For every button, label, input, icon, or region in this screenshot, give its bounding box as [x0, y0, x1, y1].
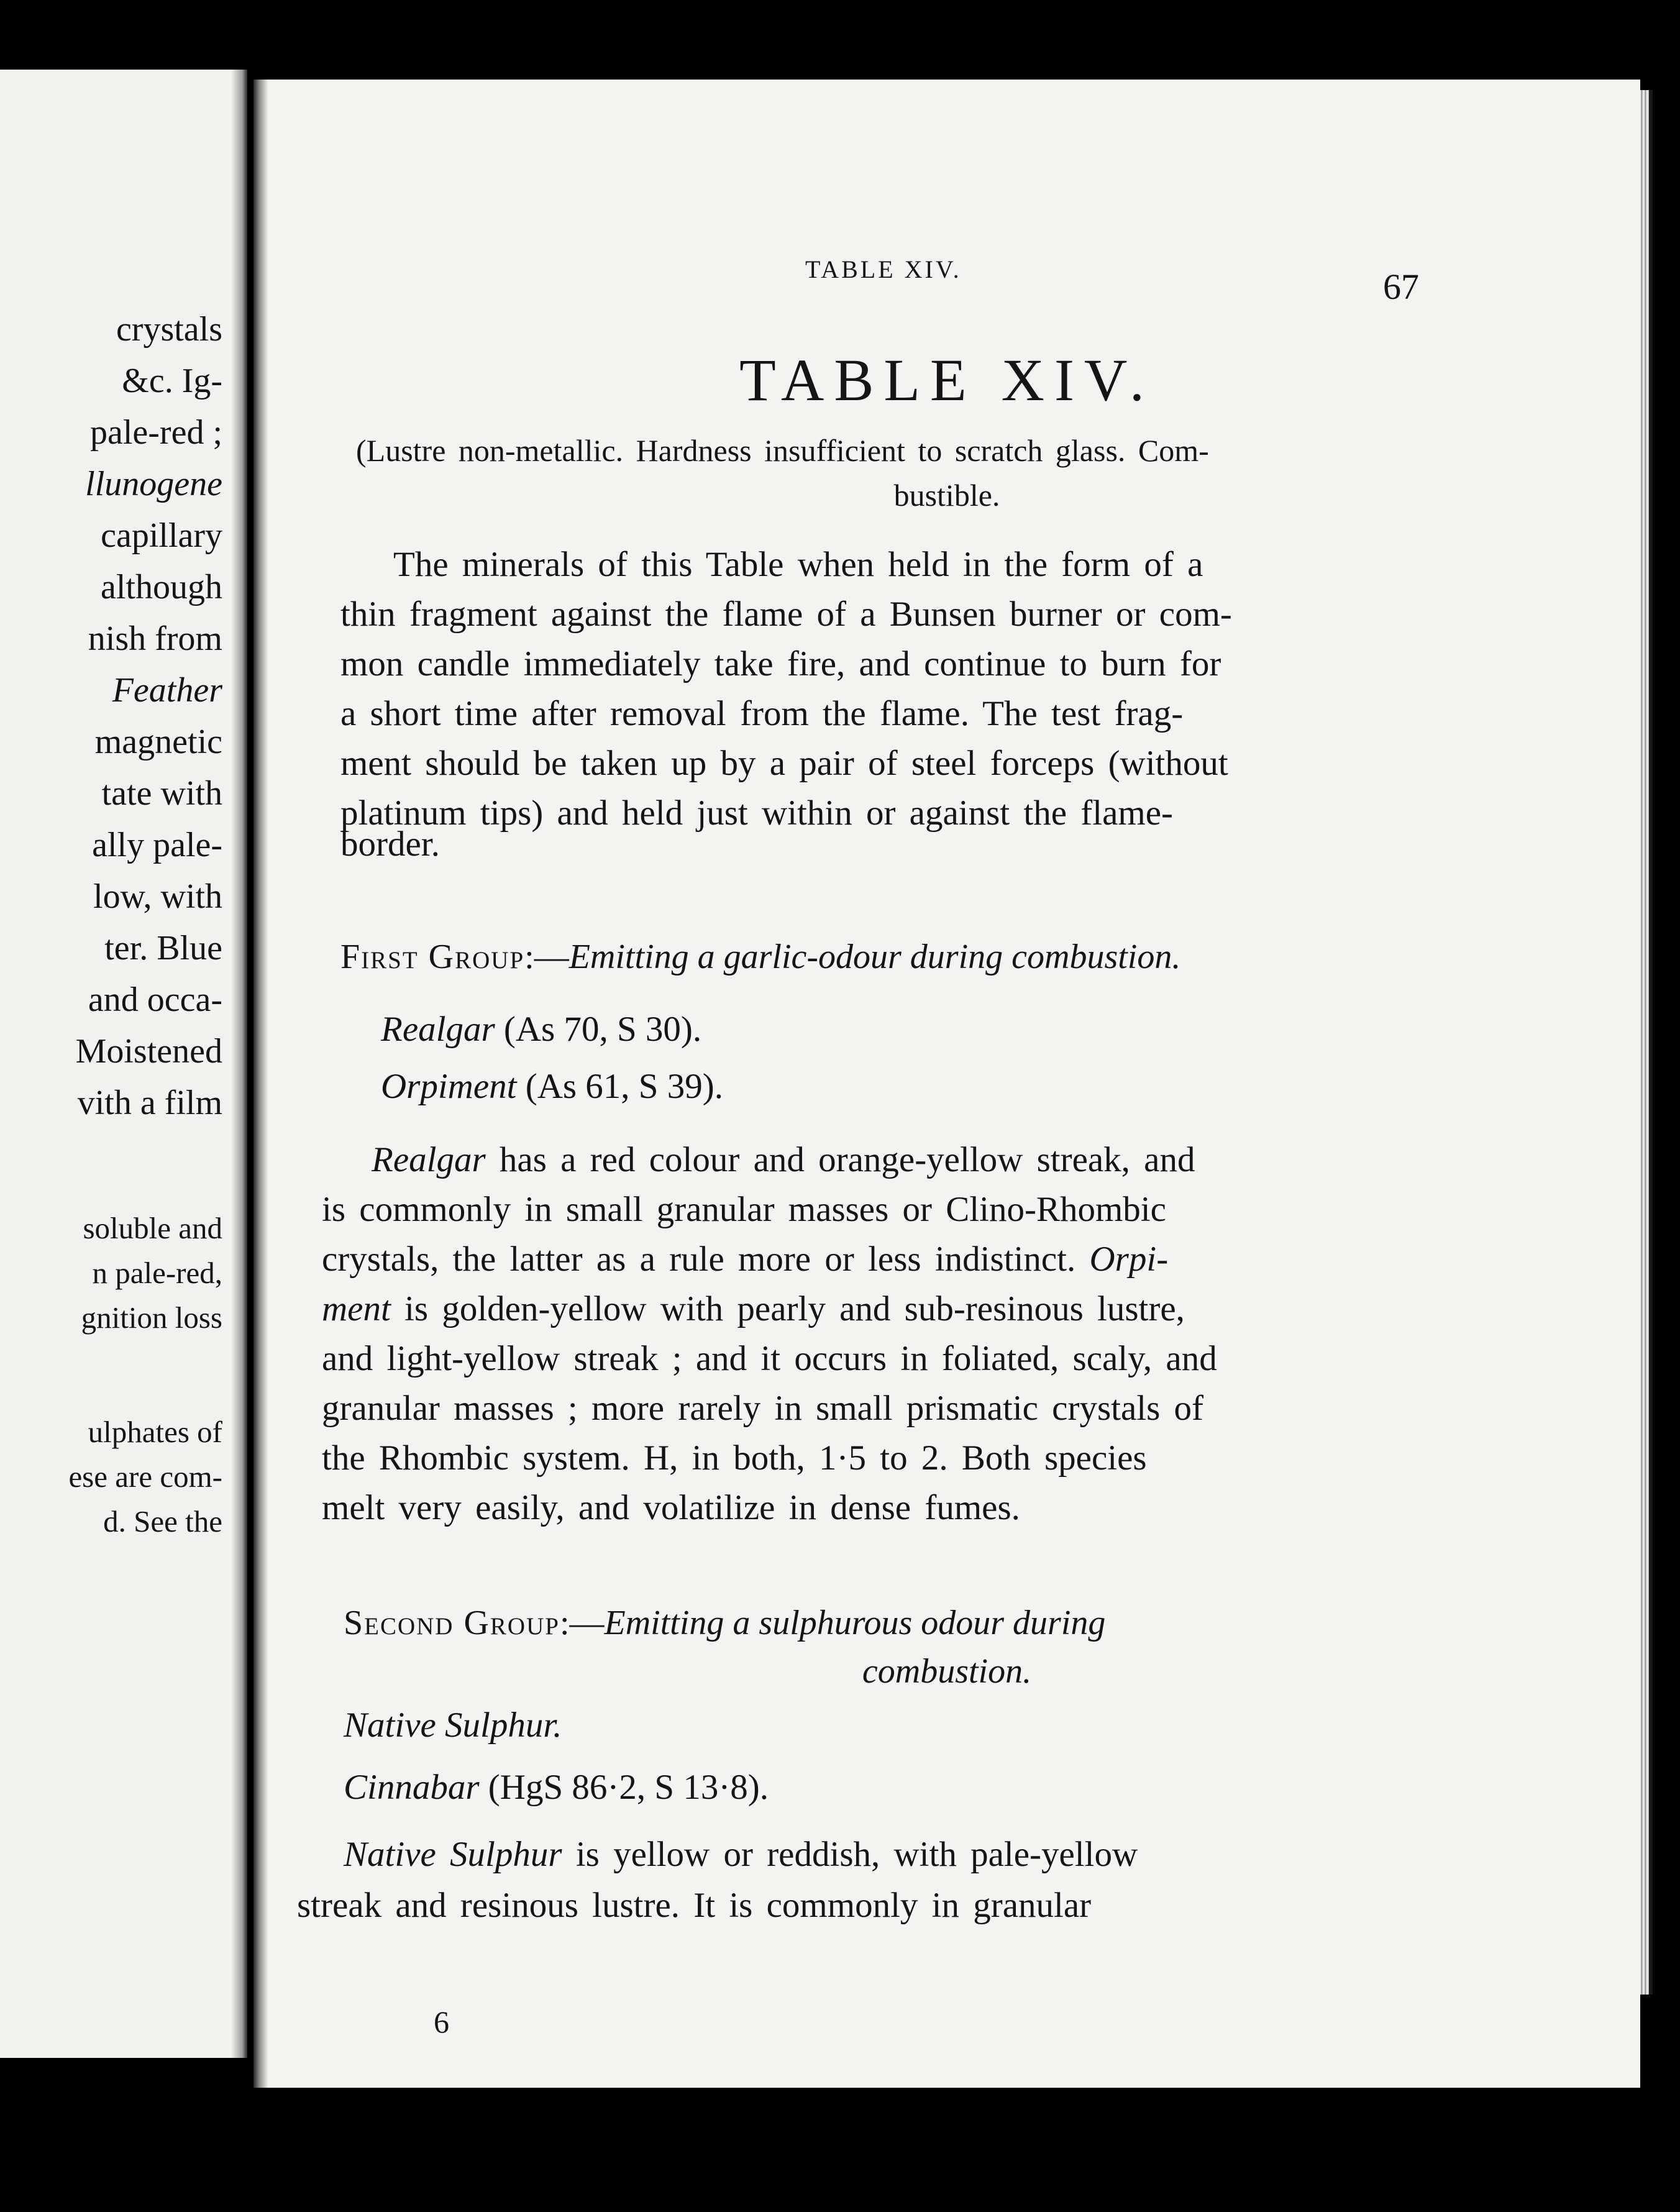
second-group-heading: [344, 1603, 1105, 1643]
facing-page-line: low, with: [93, 877, 222, 916]
species-formula: (As 61, S 39).: [525, 1067, 723, 1106]
signature-mark: 6: [434, 2004, 449, 2039]
facing-page-line: Moistened: [75, 1032, 222, 1071]
species-name: Orpi-: [1089, 1240, 1169, 1279]
group-separator: :—: [524, 938, 569, 976]
facing-page-line: nish from: [88, 619, 222, 658]
page-number: 67: [1383, 267, 1419, 307]
group-description: Emitting a sulphurous odour during: [604, 1604, 1106, 1642]
paragraph-line: [322, 1291, 1185, 1327]
paragraph-line: the Rhombic system. H, in both, 1·5 to 2. Both species: [322, 1438, 1147, 1478]
species-name: Native Sulphur: [344, 1835, 562, 1874]
facing-page-line: Feather: [112, 671, 222, 710]
group-label: First Group: [340, 938, 525, 976]
facing-page-line: tate with: [101, 774, 222, 813]
facing-page-line: soluble and: [83, 1211, 222, 1245]
facing-page-line: ulphates of: [88, 1415, 222, 1449]
running-head: TABLE XIV.: [805, 255, 962, 283]
group-label: Second Group: [344, 1604, 560, 1642]
paragraph-line: granular masses ; more rarely in small prismatic crystals of: [322, 1389, 1204, 1428]
facing-page-line: gnition loss: [81, 1300, 222, 1335]
species-entry: [381, 1066, 723, 1107]
paragraph-line: streak and resinous lustre. It is commonly in granular: [297, 1886, 1092, 1925]
facing-page-line: n pale-red,: [92, 1256, 222, 1290]
paragraph-line: a short time after removal from the flame. The test frag-: [340, 694, 1184, 733]
paragraph-text: is golden-yellow with pearly and sub-resinous lustre,: [390, 1289, 1185, 1328]
book-page: [253, 80, 1640, 2088]
paragraph-text: crystals, the latter as a rule more or less indistinct.: [322, 1240, 1090, 1279]
facing-page: [0, 70, 247, 2058]
group-description: Emitting a garlic-odour during combustion.: [568, 938, 1181, 976]
paragraph-line: [372, 1142, 1195, 1177]
paragraph-line: [344, 1837, 1138, 1872]
paragraph-line: mon candle immediately take fire, and continue to burn for: [340, 644, 1221, 683]
facing-page-line: ter. Blue: [104, 929, 222, 967]
left-page-gutter: [231, 70, 247, 2058]
species-name: Realgar: [381, 1010, 495, 1049]
first-group-heading: [340, 937, 1180, 977]
facing-page-line: ally pale-: [92, 826, 222, 864]
species-name: Cinnabar: [344, 1768, 480, 1807]
facing-page-line: although: [101, 568, 222, 606]
facing-page-line: capillary: [101, 516, 222, 555]
species-name: Native Sulphur.: [344, 1706, 562, 1745]
group-description-continued: combustion.: [862, 1652, 1032, 1691]
paragraph-line: The minerals of this Table when held in the form of a: [393, 545, 1203, 584]
group-separator: :—: [559, 1604, 605, 1642]
paragraph-text: has a red colour and orange-yellow streak, and: [485, 1140, 1195, 1179]
facing-page-line: magnetic: [94, 723, 222, 761]
facing-page-line: d. See the: [103, 1504, 222, 1538]
paragraph-line: border.: [340, 825, 440, 864]
paragraph-line: ment should be taken up by a pair of steel forceps (without: [340, 744, 1228, 783]
species-entry: [381, 1009, 701, 1049]
species-entry: [344, 1767, 769, 1808]
facing-page-line: pale-red ;: [90, 413, 222, 452]
paragraph-line: is commonly in small granular masses or Clino-Rhombic: [322, 1190, 1166, 1229]
species-name: Orpiment: [381, 1067, 517, 1106]
paragraph-line: and light-yellow streak ; and it occurs in foliated, scaly, and: [322, 1339, 1217, 1378]
facing-page-line: and occa-: [88, 980, 222, 1019]
facing-page-line: &c. Ig-: [122, 362, 222, 400]
paragraph-line: platinum tips) and held just within or against the flame-: [340, 793, 1173, 833]
species-name: Realgar: [372, 1140, 486, 1179]
facing-page-line: vith a film: [77, 1084, 222, 1122]
facing-page-line: llunogene: [85, 465, 222, 503]
paragraph-line: [322, 1241, 1168, 1277]
paragraph-line: melt very easily, and volatilize in dense fumes.: [322, 1488, 1020, 1527]
table-title: TABLE XIV.: [739, 347, 1154, 413]
table-subtitle-continued: bustible.: [893, 478, 1000, 513]
table-subtitle: (Lustre non-metallic. Hardness insufficient to scratch glass. Com-: [356, 433, 1209, 468]
paragraph-line: thin fragment against the flame of a Bunsen burner or com-: [340, 595, 1232, 634]
paragraph-text: is yellow or reddish, with pale-yellow: [562, 1835, 1138, 1874]
facing-page-line: crystals: [116, 310, 222, 349]
species-entry: [344, 1705, 562, 1745]
species-name: ment: [322, 1289, 391, 1328]
species-formula: (As 70, S 30).: [503, 1010, 702, 1049]
facing-page-line: ese are com-: [68, 1460, 222, 1494]
species-formula: (HgS 86·2, S 13·8).: [488, 1768, 769, 1807]
